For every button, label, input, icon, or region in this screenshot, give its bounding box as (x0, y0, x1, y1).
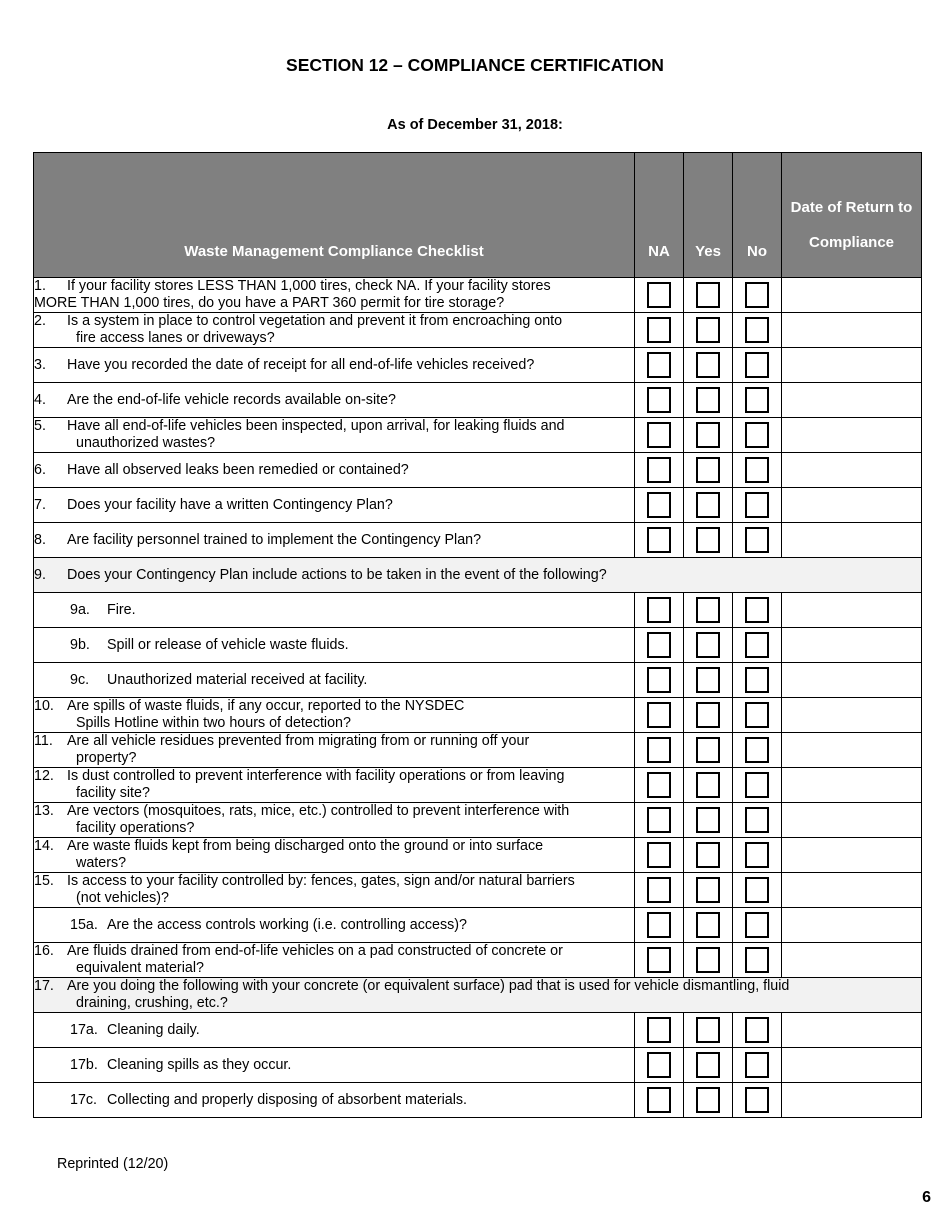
yes-cell (684, 278, 733, 313)
yes-checkbox[interactable] (696, 1087, 720, 1113)
no-cell (733, 1048, 782, 1083)
question-text-continued: equivalent material? (76, 960, 204, 976)
na-cell (635, 348, 684, 383)
no-cell (733, 593, 782, 628)
question-number: 17c. (70, 1091, 98, 1108)
date-header-line-2: Compliance (808, 234, 895, 251)
na-cell (635, 943, 684, 978)
checklist-row (34, 908, 922, 943)
na-cell (635, 908, 684, 943)
question-text-continued: (not vehicles)? (76, 890, 169, 906)
checklist-row (34, 733, 922, 768)
yes-cell (684, 873, 733, 908)
question-cell (34, 803, 635, 838)
no-checkbox[interactable] (745, 387, 769, 413)
yes-cell (684, 733, 733, 768)
na-checkbox[interactable] (647, 422, 671, 448)
date-header-line-1: Date of Return to (790, 199, 913, 216)
date-of-return-input[interactable] (782, 873, 922, 908)
na-checkbox[interactable] (647, 912, 671, 938)
question-cell (34, 873, 635, 908)
question-number: 15. (34, 873, 54, 889)
checklist-row (34, 873, 922, 908)
question-number: 2. (34, 313, 46, 329)
question-number: 9. (34, 566, 46, 583)
na-checkbox[interactable] (647, 807, 671, 833)
na-cell (635, 733, 684, 768)
date-of-return-input[interactable] (782, 313, 922, 348)
checklist-row (34, 663, 922, 698)
na-cell (635, 523, 684, 558)
na-checkbox[interactable] (647, 737, 671, 763)
yes-cell (684, 348, 733, 383)
no-cell (733, 278, 782, 313)
as-of-date: As of December 31, 2018: (387, 117, 563, 133)
question-text: Cleaning daily. (107, 1021, 200, 1038)
checklist-row (34, 313, 922, 348)
yes-checkbox[interactable] (696, 457, 720, 483)
question-text: Have you recorded the date of receipt for all end-of-life vehicles received? (67, 356, 535, 373)
date-of-return-input[interactable] (782, 628, 922, 663)
date-of-return-input[interactable] (782, 1013, 922, 1048)
question-text: Collecting and properly disposing of absorbent materials. (107, 1091, 468, 1108)
no-checkbox[interactable] (745, 1052, 769, 1078)
question-text: Spill or release of vehicle waste fluids. (107, 636, 349, 653)
no-cell (733, 663, 782, 698)
checklist-row (34, 1083, 922, 1118)
no-cell (733, 803, 782, 838)
na-checkbox[interactable] (647, 492, 671, 518)
na-checkbox[interactable] (647, 387, 671, 413)
yes-checkbox[interactable] (696, 422, 720, 448)
question-number: 17. (34, 978, 54, 994)
question-text-continued: draining, crushing, etc.? (76, 995, 228, 1011)
checklist-row (34, 1013, 922, 1048)
question-text: Have all end-of-life vehicles been inspected, upon arrival, for leaking fluids and (67, 418, 565, 434)
question-number: 10. (34, 698, 54, 714)
question-text: Does your facility have a written Contingency Plan? (67, 496, 393, 513)
na-checkbox[interactable] (647, 1017, 671, 1043)
yes-cell (684, 418, 733, 453)
question-number: 14. (34, 838, 54, 854)
question-cell (34, 313, 635, 348)
no-cell (733, 348, 782, 383)
table-header-row (34, 153, 922, 278)
na-checkbox[interactable] (647, 282, 671, 308)
question-text: Fire. (107, 601, 136, 618)
question-text-continued: facility site? (76, 785, 150, 801)
yes-cell (684, 488, 733, 523)
no-cell (733, 698, 782, 733)
date-of-return-input[interactable] (782, 663, 922, 698)
page-number: 6 (922, 1189, 931, 1206)
yes-cell (684, 943, 733, 978)
checklist-row (34, 628, 922, 663)
yes-cell (684, 768, 733, 803)
question-text: Have all observed leaks been remedied or contained? (67, 461, 409, 478)
no-checkbox[interactable] (745, 597, 769, 623)
yes-checkbox[interactable] (696, 772, 720, 798)
no-checkbox[interactable] (745, 317, 769, 343)
yes-checkbox[interactable] (696, 317, 720, 343)
yes-checkbox[interactable] (696, 912, 720, 938)
question-cell (34, 768, 635, 803)
question-number: 1. (34, 278, 46, 294)
yes-cell (684, 313, 733, 348)
no-checkbox[interactable] (745, 457, 769, 483)
na-checkbox[interactable] (647, 877, 671, 903)
no-checkbox[interactable] (745, 947, 769, 973)
na-checkbox[interactable] (647, 632, 671, 658)
checklist-row (34, 348, 922, 383)
date-of-return-input[interactable] (782, 1048, 922, 1083)
date-of-return-input[interactable] (782, 908, 922, 943)
na-checkbox[interactable] (647, 527, 671, 553)
no-checkbox[interactable] (745, 877, 769, 903)
na-cell (635, 1013, 684, 1048)
question-cell (34, 908, 635, 943)
na-cell (635, 873, 684, 908)
question-cell (34, 418, 635, 453)
date-of-return-input[interactable] (782, 453, 922, 488)
question-cell (34, 698, 635, 733)
checklist-row (34, 768, 922, 803)
na-checkbox[interactable] (647, 317, 671, 343)
checklist-row (34, 418, 922, 453)
date-of-return-input[interactable] (782, 733, 922, 768)
checklist-row (34, 523, 922, 558)
question-number: 9a. (70, 601, 90, 618)
question-cell (34, 978, 922, 1013)
date-of-return-input[interactable] (782, 348, 922, 383)
question-text-continued: facility operations? (76, 820, 195, 836)
no-cell (733, 943, 782, 978)
checklist-row (34, 488, 922, 523)
checklist-section-row (34, 978, 922, 1013)
na-checkbox[interactable] (647, 1052, 671, 1078)
question-number: 4. (34, 391, 46, 408)
na-cell (635, 838, 684, 873)
date-of-return-input[interactable] (782, 278, 922, 313)
question-number: 5. (34, 418, 46, 434)
yes-column-header: Yes (684, 153, 733, 278)
no-cell (733, 873, 782, 908)
yes-checkbox[interactable] (696, 282, 720, 308)
date-of-return-input[interactable] (782, 838, 922, 873)
no-checkbox[interactable] (745, 422, 769, 448)
date-of-return-input[interactable] (782, 803, 922, 838)
question-number: 9b. (70, 636, 90, 653)
na-cell (635, 698, 684, 733)
yes-cell (684, 383, 733, 418)
checklist-row (34, 453, 922, 488)
question-cell (34, 278, 635, 313)
na-checkbox[interactable] (647, 772, 671, 798)
no-cell (733, 1013, 782, 1048)
na-cell (635, 1048, 684, 1083)
na-cell (635, 628, 684, 663)
checklist-column-header: Waste Management Compliance Checklist (34, 153, 635, 278)
checklist-row (34, 803, 922, 838)
no-cell (733, 628, 782, 663)
yes-cell (684, 1048, 733, 1083)
question-text: Are the end-of-life vehicle records available on-site? (67, 391, 397, 408)
date-of-return-input[interactable] (782, 768, 922, 803)
question-text-continued: waters? (76, 855, 127, 871)
no-cell (733, 383, 782, 418)
na-checkbox[interactable] (647, 667, 671, 693)
question-text-continued: property? (76, 750, 137, 766)
question-text-continued: unauthorized wastes? (76, 435, 216, 451)
question-number: 16. (34, 943, 54, 959)
na-cell (635, 278, 684, 313)
compliance-checklist-table (33, 152, 922, 1118)
question-cell (34, 1048, 635, 1083)
no-checkbox[interactable] (745, 772, 769, 798)
checklist-row (34, 838, 922, 873)
question-text: Cleaning spills as they occur. (107, 1056, 292, 1073)
question-cell (34, 943, 635, 978)
question-text: Are all vehicle residues prevented from migrating from or running off your (67, 733, 530, 749)
checklist-row (34, 943, 922, 978)
na-checkbox[interactable] (647, 597, 671, 623)
question-text: Are the access controls working (i.e. controlling access)? (107, 916, 467, 933)
yes-cell (684, 698, 733, 733)
na-cell (635, 383, 684, 418)
yes-cell (684, 838, 733, 873)
yes-checkbox[interactable] (696, 842, 720, 868)
yes-cell (684, 803, 733, 838)
na-checkbox[interactable] (647, 842, 671, 868)
yes-cell (684, 663, 733, 698)
date-of-return-input[interactable] (782, 1083, 922, 1118)
yes-checkbox[interactable] (696, 387, 720, 413)
yes-checkbox[interactable] (696, 597, 720, 623)
date-of-return-input[interactable] (782, 523, 922, 558)
question-text: Are spills of waste fluids, if any occur, reported to the NYSDEC (67, 698, 465, 714)
no-checkbox[interactable] (745, 352, 769, 378)
question-text: Are facility personnel trained to implement the Contingency Plan? (67, 531, 482, 548)
no-cell (733, 733, 782, 768)
checklist-section-row (34, 558, 922, 593)
no-checkbox[interactable] (745, 282, 769, 308)
no-checkbox[interactable] (745, 702, 769, 728)
date-of-return-input[interactable] (782, 593, 922, 628)
yes-checkbox[interactable] (696, 1052, 720, 1078)
question-text: Is dust controlled to prevent interference with facility operations or from leaving (67, 768, 565, 784)
yes-checkbox[interactable] (696, 352, 720, 378)
yes-cell (684, 523, 733, 558)
yes-cell (684, 1013, 733, 1048)
question-cell (34, 348, 635, 383)
na-cell (635, 593, 684, 628)
no-checkbox[interactable] (745, 1087, 769, 1113)
na-checkbox[interactable] (647, 352, 671, 378)
no-cell (733, 768, 782, 803)
date-of-return-input[interactable] (782, 698, 922, 733)
na-checkbox[interactable] (647, 702, 671, 728)
checklist-row (34, 1048, 922, 1083)
question-text-continued: Spills Hotline within two hours of detection? (76, 715, 351, 731)
na-checkbox[interactable] (647, 947, 671, 973)
question-cell (34, 1013, 635, 1048)
question-cell (34, 383, 635, 418)
yes-cell (684, 908, 733, 943)
question-cell (34, 1083, 635, 1118)
yes-checkbox[interactable] (696, 1017, 720, 1043)
no-checkbox[interactable] (745, 492, 769, 518)
yes-cell (684, 593, 733, 628)
date-of-return-input[interactable] (782, 488, 922, 523)
no-checkbox[interactable] (745, 842, 769, 868)
date-of-return-input[interactable] (782, 943, 922, 978)
question-number: 3. (34, 356, 46, 373)
yes-checkbox[interactable] (696, 667, 720, 693)
no-checkbox[interactable] (745, 632, 769, 658)
question-text: Does your Contingency Plan include actions to be taken in the event of the following? (67, 566, 607, 583)
no-column-header: No (733, 153, 782, 278)
question-cell (34, 558, 922, 593)
question-text-continued: MORE THAN 1,000 tires, do you have a PART 360 permit for tire storage? (34, 295, 505, 311)
yes-checkbox[interactable] (696, 947, 720, 973)
yes-cell (684, 628, 733, 663)
na-checkbox[interactable] (647, 457, 671, 483)
question-text: Are fluids drained from end-of-life vehicles on a pad constructed of concrete or (67, 943, 563, 959)
reprint-note: Reprinted (12/20) (57, 1156, 169, 1172)
no-checkbox[interactable] (745, 807, 769, 833)
checklist-row (34, 698, 922, 733)
question-number: 17b. (70, 1056, 98, 1073)
no-cell (733, 908, 782, 943)
checklist-row (34, 383, 922, 418)
yes-checkbox[interactable] (696, 737, 720, 763)
no-checkbox[interactable] (745, 667, 769, 693)
question-number: 7. (34, 496, 46, 513)
no-cell (733, 453, 782, 488)
question-text: Is access to your facility controlled by: fences, gates, sign and/or natural barriers (67, 873, 575, 889)
yes-checkbox[interactable] (696, 807, 720, 833)
question-text: Are vectors (mosquitoes, rats, mice, etc.) controlled to prevent interference with (67, 803, 570, 819)
question-cell (34, 838, 635, 873)
question-text: If your facility stores LESS THAN 1,000 tires, check NA. If your facility stores (67, 278, 551, 294)
checklist-row (34, 593, 922, 628)
question-text: Unauthorized material received at facility. (107, 671, 368, 688)
question-text: Is a system in place to control vegetation and prevent it from encroaching onto (67, 313, 563, 329)
question-cell (34, 663, 635, 698)
date-of-return-input[interactable] (782, 418, 922, 453)
no-checkbox[interactable] (745, 737, 769, 763)
page-title: SECTION 12 – COMPLIANCE CERTIFICATION (286, 55, 664, 75)
no-checkbox[interactable] (745, 527, 769, 553)
na-cell (635, 663, 684, 698)
question-cell (34, 453, 635, 488)
question-cell (34, 593, 635, 628)
yes-checkbox[interactable] (696, 877, 720, 903)
yes-checkbox[interactable] (696, 492, 720, 518)
no-cell (733, 523, 782, 558)
question-number: 8. (34, 531, 46, 548)
question-number: 6. (34, 461, 46, 478)
checklist-row (34, 278, 922, 313)
question-number: 15a. (70, 916, 98, 933)
yes-checkbox[interactable] (696, 527, 720, 553)
question-text: Are waste fluids kept from being discharged onto the ground or into surface (67, 838, 544, 854)
question-number: 12. (34, 768, 54, 784)
question-text-continued: fire access lanes or driveways? (76, 330, 275, 346)
na-cell (635, 313, 684, 348)
question-number: 11. (34, 733, 53, 749)
no-cell (733, 313, 782, 348)
yes-cell (684, 453, 733, 488)
na-cell (635, 803, 684, 838)
question-cell (34, 733, 635, 768)
question-number: 17a. (70, 1021, 98, 1038)
no-cell (733, 1083, 782, 1118)
question-cell (34, 523, 635, 558)
na-cell (635, 488, 684, 523)
question-number: 9c. (70, 671, 90, 688)
na-column-header: NA (635, 153, 684, 278)
na-cell (635, 418, 684, 453)
no-cell (733, 488, 782, 523)
no-cell (733, 838, 782, 873)
na-cell (635, 768, 684, 803)
question-cell (34, 628, 635, 663)
na-checkbox[interactable] (647, 1087, 671, 1113)
question-cell (34, 488, 635, 523)
no-checkbox[interactable] (745, 1017, 769, 1043)
na-cell (635, 453, 684, 488)
no-checkbox[interactable] (745, 912, 769, 938)
na-cell (635, 1083, 684, 1118)
question-text: Are you doing the following with your concrete (or equivalent surface) pad that is used for vehicle dismantling, fluid (67, 978, 790, 994)
question-number: 13. (34, 803, 54, 819)
yes-cell (684, 1083, 733, 1118)
yes-checkbox[interactable] (696, 632, 720, 658)
date-of-return-input[interactable] (782, 383, 922, 418)
yes-checkbox[interactable] (696, 702, 720, 728)
no-cell (733, 418, 782, 453)
date-of-return-column-header (782, 153, 922, 278)
